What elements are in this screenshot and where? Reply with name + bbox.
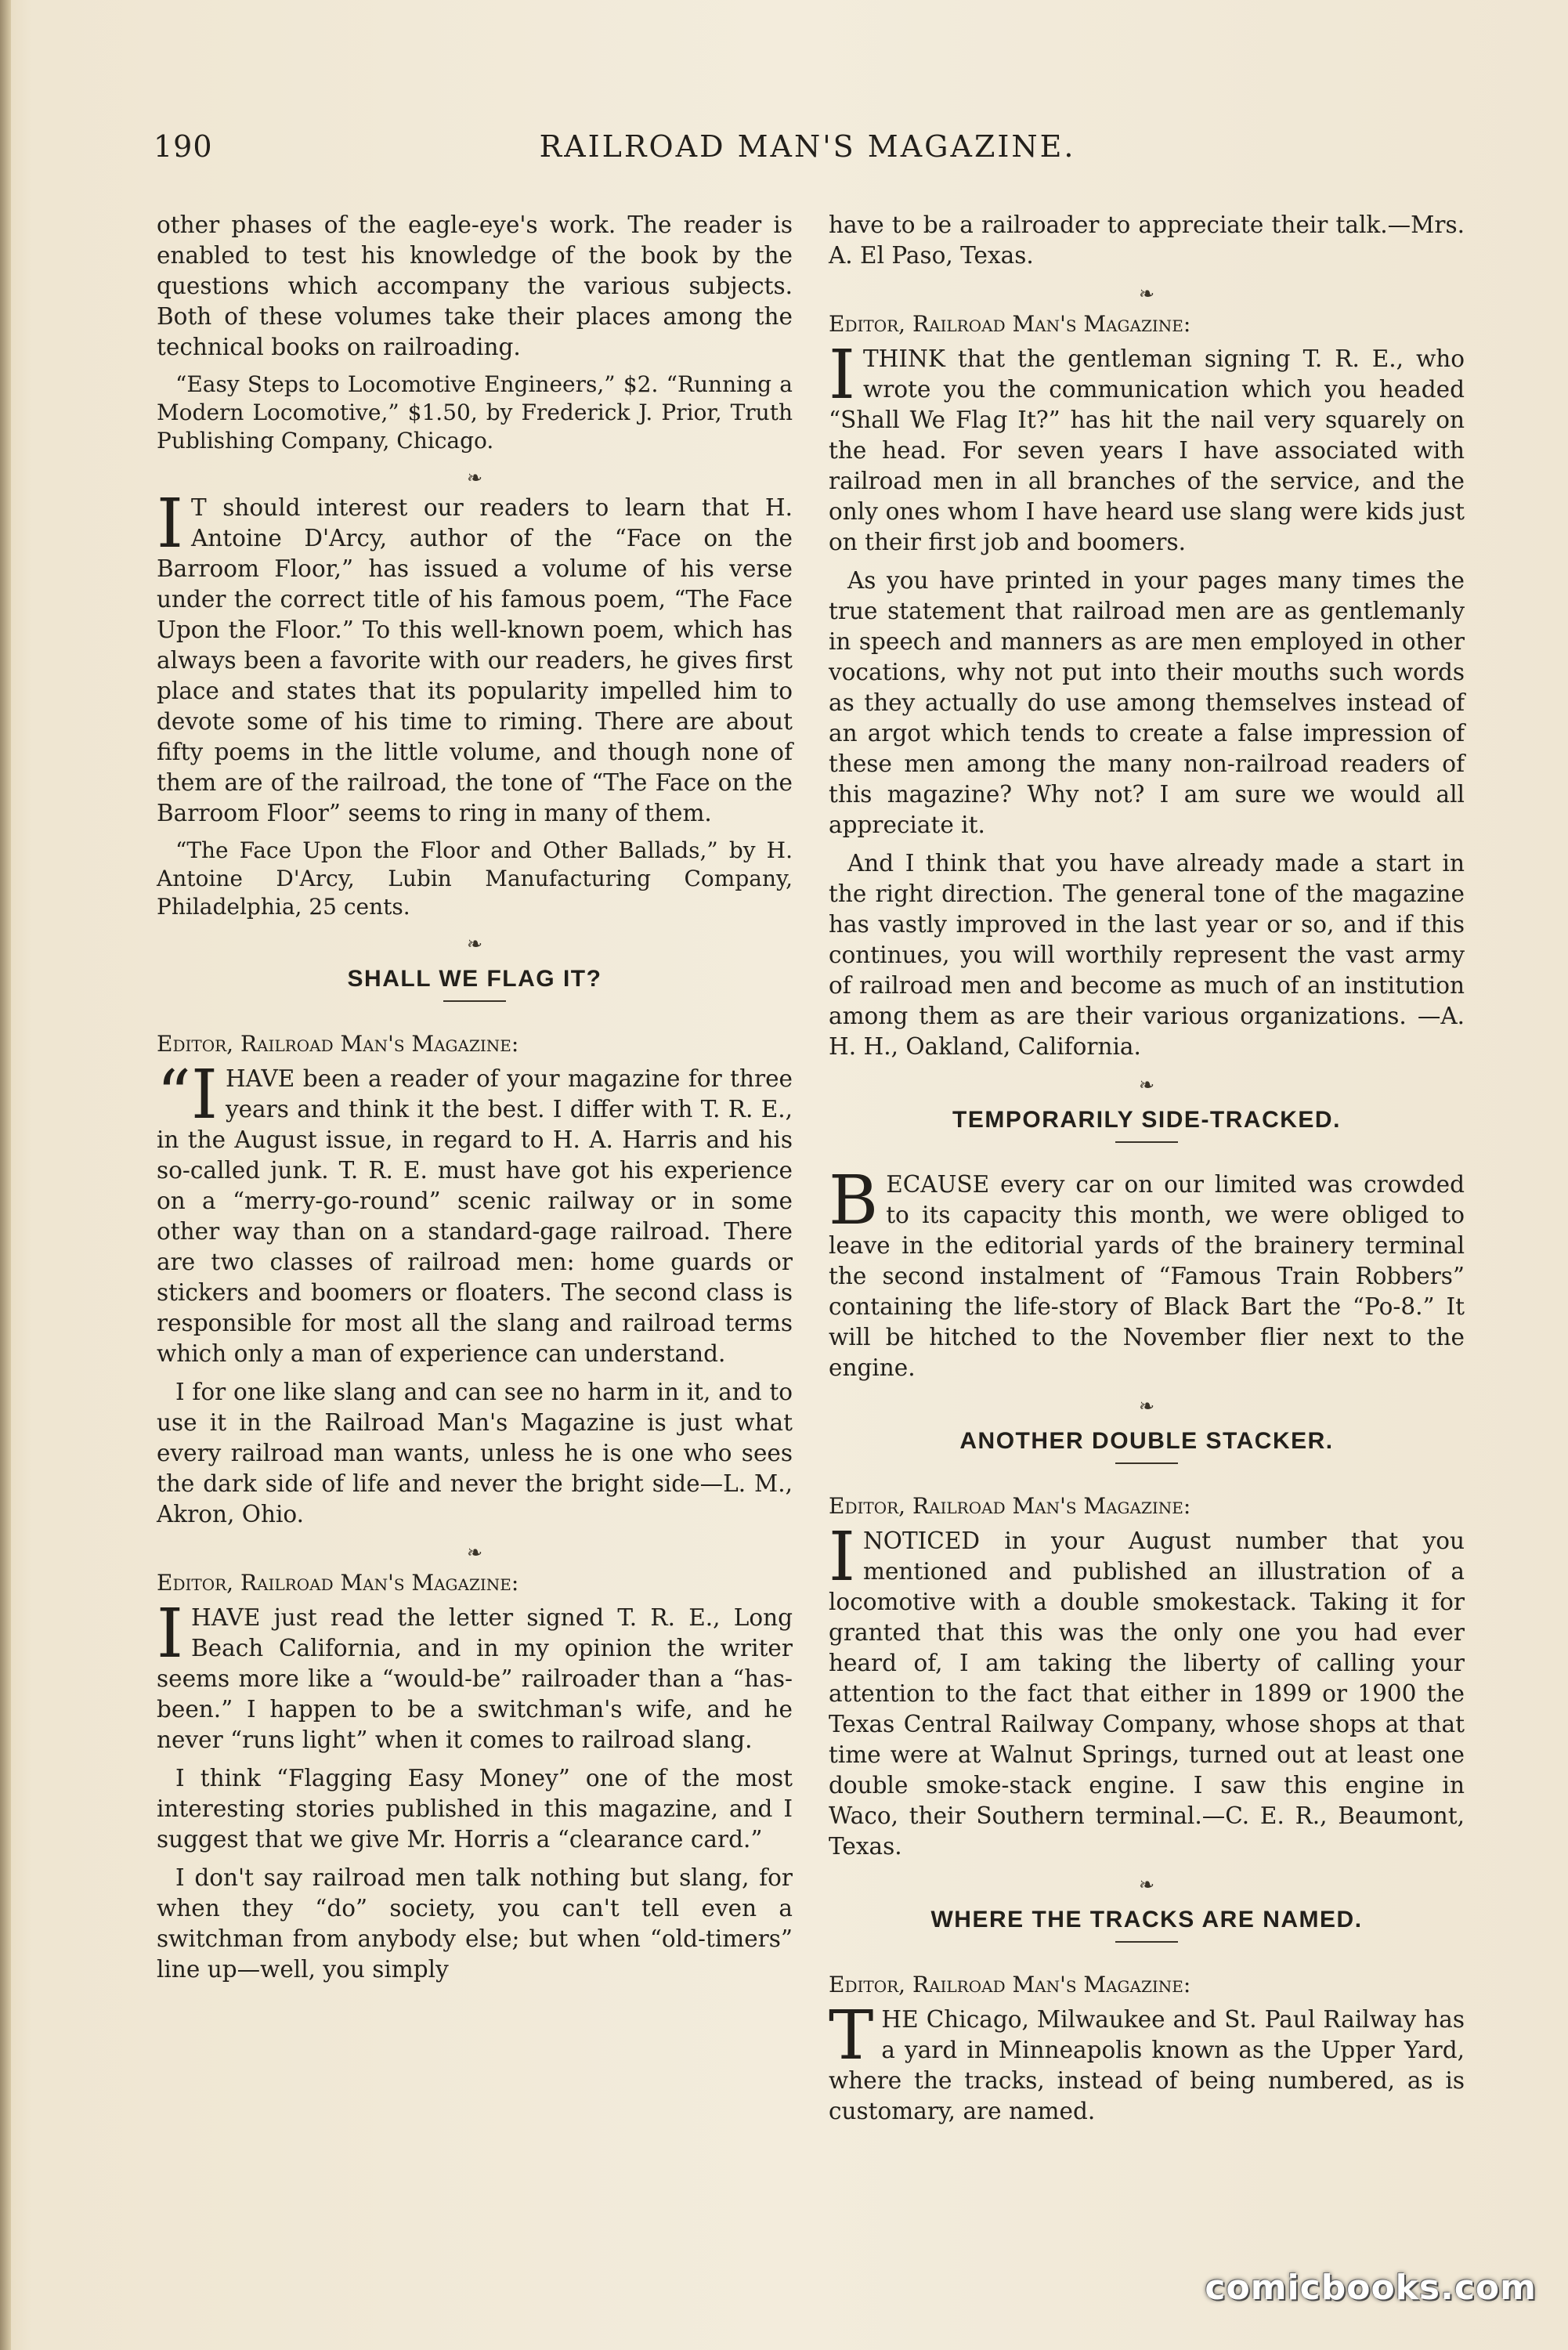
section-heading-side-tracked: TEMPORARILY SIDE-TRACKED. [952,1107,1341,1133]
divider [1115,1462,1178,1464]
dingbat-icon: ❧ [466,933,483,955]
letter-paragraph [829,1997,1465,2127]
section-heading-double-stacker: ANOTHER DOUBLE STACKER. [959,1428,1334,1454]
salutation: Editor, Railroad Man's Magazine: [829,1493,1191,1519]
book-citation: “Easy Steps to Locomotive Engineers,” $2. “Running a Modern Locomotive,” $1.50, by Frederick J. Prior, Truth Publishing Company, Chicago. [157,371,793,454]
drop-cap: I [829,1518,855,1596]
paragraph-text: NOTICED in your August number that you mentioned and published an illustration of a locomotive with a double smokestack. Taking it for granted that this was the only one you had ever heard of, I am taking the liberty of calling your attention to the fact that either in 1899 or 1900 the Texas Central Railway Company, whose shops at that time were at Walnut Springs, turned out at least one double smoke-stack engine. I saw this engine in Waco, their Southern terminal.—C. E. R., Beaumont, Texas. [829,1528,1465,1860]
page-header [154,129,1461,176]
dingbat-icon: ❧ [1138,1874,1155,1896]
dingbat-icon: ❧ [1138,1074,1155,1096]
letter-paragraph: I for one like slang and can see no harm in it, and to use it in the Railroad Man's Magazine is just what every railroad man wants, unless he is one who sees the dark side of life and never the bright side—L. M., Akron, Ohio. [157,1379,793,1528]
section-heading-flag: SHALL WE FLAG IT? [347,966,602,992]
paragraph-text: HE Chicago, Milwaukee and St. Paul Railway has a yard in Minneapolis known as the Upper Yard, where the tracks, instead of being numbered, as is customary, are named. [829,2006,1465,2124]
page-number: 190 [154,129,213,164]
divider [1115,1941,1178,1943]
drop-cap: I [157,1595,183,1673]
letter-paragraph: I don't say railroad men talk nothing but slang, for when they “do” society, you can't tell even a switchman from anybody else; but when “old-timers” line up—well, you simply [157,1864,793,1983]
letter-paragraph: And I think that you have already made a start in the right direction. The general tone of the magazine has vastly improved in the last year or so, and if this continues, you will worthily represent the vast army of railroad men and become as much of an institution among them as are their various organizations. —A. H. H., Oakland, California. [829,850,1465,1060]
dingbat-icon: ❧ [466,467,483,489]
drop-cap: B [829,1162,879,1240]
letter-paragraph: have to be a railroader to appreciate their talk.—Mrs. A. El Paso, Texas. [829,212,1465,269]
letter-paragraph [829,1518,1465,1862]
salutation: Editor, Railroad Man's Magazine: [829,311,1191,337]
letter-paragraph [157,1056,793,1369]
letter-paragraph [157,1595,793,1755]
paragraph-text: HAVE been a reader of your magazine for three years and think it the best. I differ with T. R. E., in the August issue, in regard to H. A. Harris and his so-called junk. T. R. E. must have got his experience on a “merry-go-round” scenic railway or in some other way than on a standard-gage railroad. There are two classes of railroad men: home guards or stickers and boomers or floaters. The second class is responsible for most all the slang and railroad terms which only a man of experience can understand. [157,1065,793,1367]
dingbat-icon: ❧ [1138,283,1155,305]
salutation: Editor, Railroad Man's Magazine: [829,1972,1191,1998]
page-binding-edge [0,0,11,2350]
letter-paragraph: I think “Flagging Easy Money” one of the most interesting stories published in this magazine, and I suggest that we give Mr. Horris a “clearance card.” [157,1765,793,1853]
paragraph: other phases of the eagle-eye's work. The reader is enabled to test his knowledge of the book by the questions which accompany the various subjects. Both of these volumes take their places among the technical books on railroading. [157,212,793,360]
dingbat-icon: ❧ [1138,1395,1155,1417]
drop-cap: I [829,336,855,414]
divider [443,1000,506,1002]
paragraph-text: THINK that the gentleman signing T. R. E., who wrote you the communication which you headed “Shall We Flag It?” has hit the nail very squarely on the head. For seven years I have associated with railroad men in all branches of the service, and the only ones whom I have heard use slang were kids just on their first job and boomers. [829,345,1465,555]
right-column [829,210,1465,2135]
drop-cap: T [829,1997,874,2075]
article-darcy [157,485,793,829]
section-heading-tracks-named: WHERE THE TRACKS ARE NAMED. [930,1907,1363,1932]
letter-paragraph [829,336,1465,558]
drop-cap: “I [157,1056,218,1134]
drop-cap: I [157,485,183,563]
book-citation: “The Face Upon the Floor and Other Ballads,” by H. Antoine D'Arcy, Lubin Manufacturing Company, Philadelphia, 25 cents. [157,837,793,920]
salutation: Editor, Railroad Man's Magazine: [157,1570,519,1596]
watermark: comicbooks.com [1205,2268,1537,2308]
dingbat-icon: ❧ [466,1542,483,1564]
paragraph-text: HAVE just read the letter signed T. R. E., Long Beach California, and in my opinion the writer seems more like a “would-be” railroader than a “has-been.” I happen to be a switchman's wife, and he never “runs light” when it comes to railroad slang. [157,1604,793,1753]
left-column [157,210,793,1993]
paragraph-text: T should interest our readers to learn that H. Antoine D'Arcy, author of the “Face on the Barroom Floor,” has issued a volume of his verse under the correct title of his famous poem, “The Face Upon the Floor.” To this well-known poem, which has always been a favorite with our readers, he gives first place and states that its popularity impelled him to devote some of his time to riming. There are about fifty poems in the little volume, and though none of them are of the railroad, the tone of “The Face on the Barroom Floor” seems to ring in many of them. [157,494,793,826]
letter-paragraph: As you have printed in your pages many times the true statement that railroad men are as gentlemanly in speech and manners as are men employed in other vocations, why not put into their mouths such words as they actually do use among themselves instead of an argot which tends to create a false impression of these men among the many non-railroad readers of this magazine? Why not? I am sure we would all appreciate it. [829,567,1465,838]
running-head: RAILROAD MAN'S MAGAZINE. [539,129,1076,164]
salutation: Editor, Railroad Man's Magazine: [157,1031,519,1057]
divider [1115,1141,1178,1143]
paragraph-text: ECAUSE every car on our limited was crowded to its capacity this month, we were obliged to leave in the editorial yards of the brainery terminal the second instalment of “Famous Train Robbers” containing the life-story of Black Bart the “Po-8.” It will be hitched to the November flier next to the engine. [829,1171,1465,1381]
article-paragraph [829,1162,1465,1383]
